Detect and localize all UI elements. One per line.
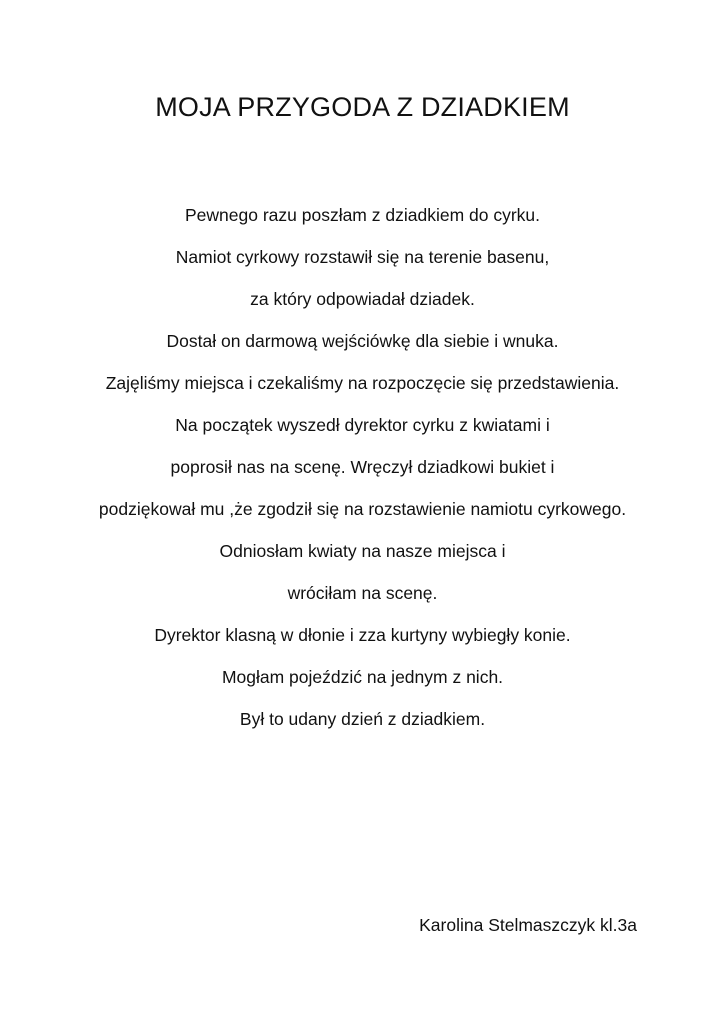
story-line: Na początek wyszedł dyrektor cyrku z kwiatami i [175,415,550,435]
story-line: Odniosłam kwiaty na nasze miejsca i [219,541,506,561]
story-line: za który odpowiadał dziadek. [250,289,475,309]
story-line: Dyrektor klasną w dłonie i zza kurtyny wybiegły konie. [154,625,571,645]
story-line: Dostał on darmową wejściówkę dla siebie i wnuka. [166,331,559,351]
author-signature: Karolina Stelmaszczyk kl.3a [419,915,637,935]
story-line: wróciłam na scenę. [287,583,438,603]
story-text [100,202,625,748]
story-line: podziękował mu ,że zgodził się na rozstawienie namiotu cyrkowego. [98,499,627,519]
document-title: MOJA PRZYGODA Z DZIADKIEM [155,92,570,122]
story-line: Zajęliśmy miejsca i czekaliśmy na rozpoczęcie się przedstawienia. [105,373,620,393]
story-line: Był to udany dzień z dziadkiem. [239,709,486,729]
story-line: Pewnego razu poszłam z dziadkiem do cyrku. [184,205,541,225]
story-line: Mogłam pojeździć na jednym z nich. [221,667,504,687]
story-line: poprosił nas na scenę. Wręczył dziadkowi bukiet i [170,457,555,477]
story-line: Namiot cyrkowy rozstawił się na terenie basenu, [175,247,550,267]
